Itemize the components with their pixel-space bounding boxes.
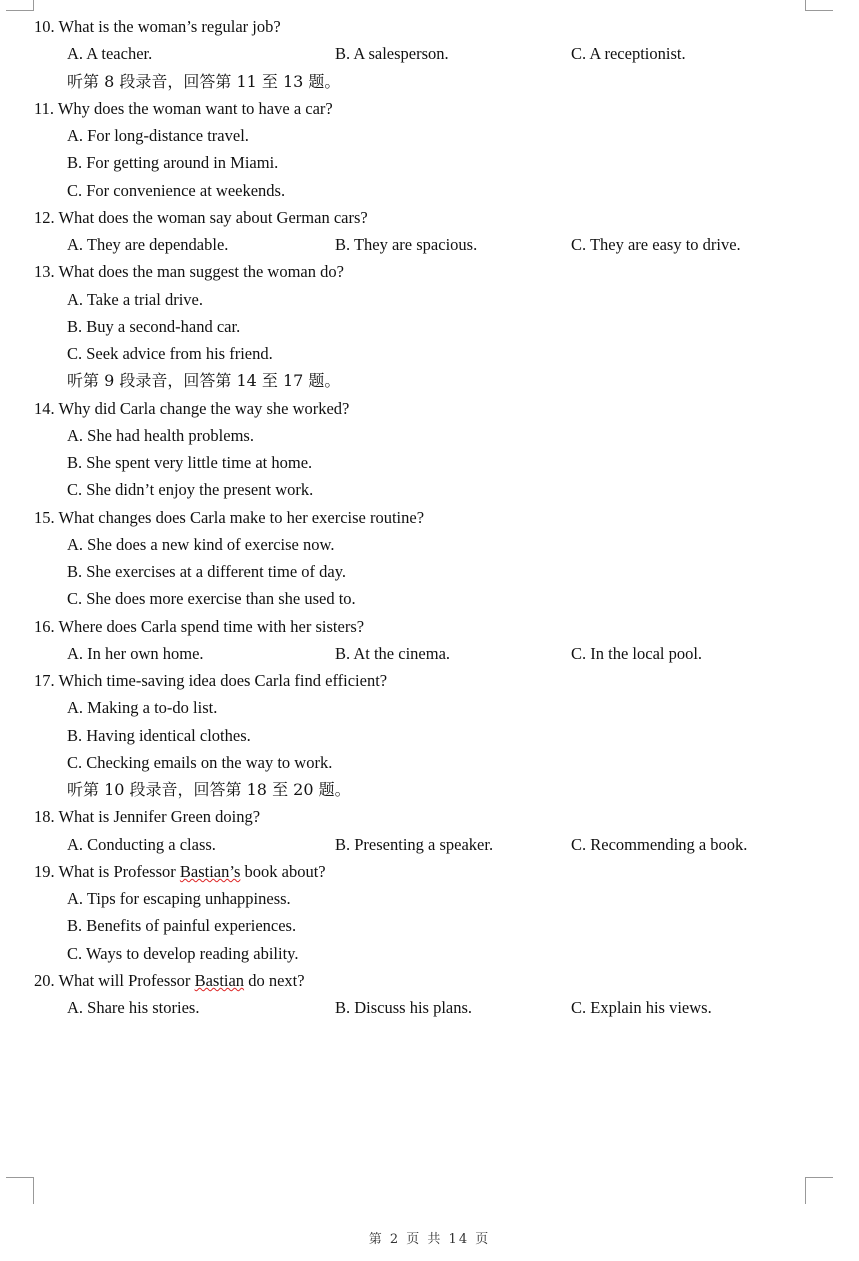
question-text-part: 19. What is Professor (34, 862, 180, 881)
answer-option: A. Tips for escaping unhappiness. (67, 889, 291, 908)
answer-option-b: B. Presenting a speaker. (335, 835, 494, 854)
answer-option: C. Checking emails on the way to work. (67, 753, 333, 772)
answer-option-a: A. Conducting a class. (67, 835, 216, 854)
answer-option: C. She does more exercise than she used to. (67, 589, 356, 608)
answer-option: B. For getting around in Miami. (67, 153, 279, 172)
answer-option: C. For convenience at weekends. (67, 181, 286, 200)
answer-option: A. For long-distance travel. (67, 126, 249, 145)
answer-option-a: A. In her own home. (67, 644, 204, 663)
question-text-part: book about? (240, 862, 326, 881)
answer-option-a: A. A teacher. (67, 44, 153, 63)
crop-mark (6, 10, 34, 11)
section-instruction: 听第 9 段录音，回答第 14 至 17 题。 (67, 371, 341, 390)
question-text: 10. What is the woman’s regular job? (34, 17, 281, 36)
answer-option-c: C. In the local pool. (571, 644, 703, 663)
answer-option-c: C. A receptionist. (571, 44, 686, 63)
answer-option: B. Buy a second-hand car. (67, 317, 241, 336)
answer-option: C. Ways to develop reading ability. (67, 944, 299, 963)
question-text-part: 20. What will Professor (34, 971, 195, 990)
answer-option-c: C. Recommending a book. (571, 835, 748, 854)
spellcheck-flagged-word: Bastian’s (179, 862, 241, 881)
answer-option: B. She spent very little time at home. (67, 453, 313, 472)
question-text: 17. Which time-saving idea does Carla find efficient? (34, 671, 388, 690)
section-instruction: 听第 10 段录音，回答第 18 至 20 题。 (67, 780, 351, 799)
page-footer: 第 2 页 共 14 页 (368, 1232, 491, 1247)
answer-option: B. Benefits of painful experiences. (67, 916, 297, 935)
answer-option: A. She had health problems. (67, 426, 254, 445)
answer-option: A. Take a trial drive. (67, 290, 203, 309)
question-text: 16. Where does Carla spend time with her sisters? (34, 617, 365, 636)
question-text: 11. Why does the woman want to have a car? (34, 99, 333, 118)
question-text: 12. What does the woman say about German cars? (34, 208, 368, 227)
answer-option-b: B. At the cinema. (335, 644, 451, 663)
question-text-part: do next? (244, 971, 305, 990)
answer-option: C. She didn’t enjoy the present work. (67, 480, 314, 499)
crop-mark (805, 1177, 833, 1178)
answer-option-a: A. They are dependable. (67, 235, 229, 254)
question-text (34, 971, 305, 991)
question-text (34, 862, 326, 882)
crop-mark (33, 1177, 34, 1204)
crop-mark (805, 1177, 806, 1204)
crop-mark (6, 1177, 34, 1178)
answer-option: B. She exercises at a different time of day. (67, 562, 347, 581)
section-instruction: 听第 8 段录音，回答第 11 至 13 题。 (67, 72, 341, 91)
question-text: 14. Why did Carla change the way she worked? (34, 399, 350, 418)
answer-option-b: B. They are spacious. (335, 235, 478, 254)
question-text: 15. What changes does Carla make to her exercise routine? (34, 508, 425, 527)
answer-option-b: B. A salesperson. (335, 44, 449, 63)
answer-option-c: C. They are easy to drive. (571, 235, 741, 254)
crop-mark (805, 10, 833, 11)
answer-option-c: C. Explain his views. (571, 998, 712, 1017)
answer-option: A. Making a to-do list. (67, 698, 218, 717)
answer-option-a: A. Share his stories. (67, 998, 200, 1017)
answer-option: A. She does a new kind of exercise now. (67, 535, 335, 554)
question-text: 13. What does the man suggest the woman do? (34, 262, 344, 281)
spellcheck-flagged-word: Bastian (194, 971, 245, 990)
answer-option: C. Seek advice from his friend. (67, 344, 273, 363)
question-text: 18. What is Jennifer Green doing? (34, 807, 261, 826)
answer-option-b: B. Discuss his plans. (335, 998, 473, 1017)
answer-option: B. Having identical clothes. (67, 726, 251, 745)
